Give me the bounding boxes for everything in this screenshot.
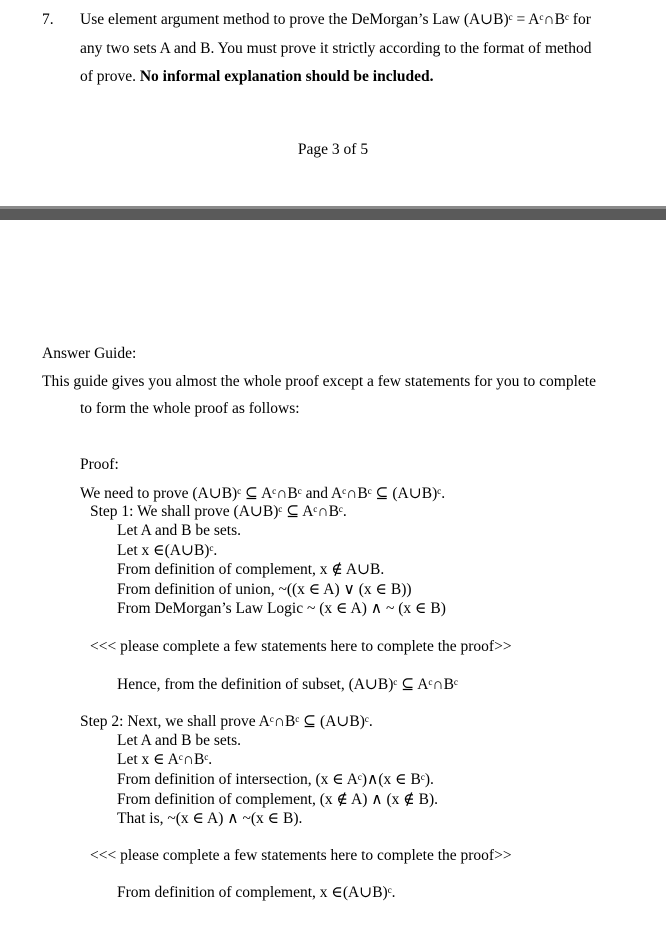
step2-line: That is, ~(x ∈ A) ∧ ~(x ∈ B). (117, 810, 303, 827)
step1-line: Let x ∈(A∪B)ᶜ. (117, 542, 218, 559)
step1-placeholder: <<< please complete a few statements here to complete the proof>> (90, 638, 512, 655)
question-line-3 (80, 67, 434, 87)
step2-line: Let x ∈ Aᶜ∩Bᶜ. (117, 751, 213, 768)
guide-intro-line-1: This guide gives you almost the whole proof except a few statements for you to complete (42, 373, 596, 390)
step2-line: From definition of complement, (x ∉ A) ∧ (x ∉ B). (117, 791, 438, 808)
question-line-2: any two sets A and B. You must prove it strictly according to the format of method (80, 40, 592, 57)
step1-title: Step 1: We shall prove (A∪B)ᶜ ⊆ Aᶜ∩Bᶜ. (90, 503, 347, 520)
proof-label: Proof: (80, 456, 119, 473)
page-number: Page 3 of 5 (297, 141, 369, 158)
step2-title: Step 2: Next, we shall prove Aᶜ∩Bᶜ ⊆ (A∪B)ᶜ. (80, 713, 373, 730)
step1-line: Let A and B be sets. (117, 522, 241, 539)
step2-line: Let A and B be sets. (117, 732, 241, 749)
step2-line: From definition of intersection, (x ∈ Aᶜ)∧(x ∈ Bᶜ). (117, 771, 434, 788)
guide-intro-line-2: to form the whole proof as follows: (80, 400, 300, 417)
step1-conclusion: Hence, from the definition of subset, (A∪B)ᶜ ⊆ Aᶜ∩Bᶜ (117, 676, 458, 693)
step1-line: From definition of complement, x ∉ A∪B. (117, 561, 385, 578)
step1-line: From definition of union, ~((x ∈ A) ∨ (x ∈ B)) (117, 581, 412, 598)
question-number: 7. (42, 11, 54, 28)
step2-conclusion: From definition of complement, x ∈(A∪B)ᶜ. (117, 884, 396, 901)
proof-need-statement: We need to prove (A∪B)ᶜ ⊆ Aᶜ∩Bᶜ and Aᶜ∩Bᶜ ⊆ (A∪B)ᶜ. (80, 485, 446, 502)
step2-placeholder: <<< please complete a few statements here to complete the proof>> (90, 847, 512, 864)
question-emphasis: No informal explanation should be included. (139, 68, 434, 85)
page-break-bar-highlight (0, 206, 666, 209)
question-line-3-text: of prove. (80, 68, 140, 85)
step1-line: From DeMorgan’s Law Logic ~ (x ∈ A) ∧ ~ (x ∈ B) (117, 600, 446, 617)
answer-guide-title: Answer Guide: (42, 345, 137, 362)
question-line-1: Use element argument method to prove the DeMorgan’s Law (A∪B)ᶜ = Aᶜ∩Bᶜ for (80, 11, 591, 28)
